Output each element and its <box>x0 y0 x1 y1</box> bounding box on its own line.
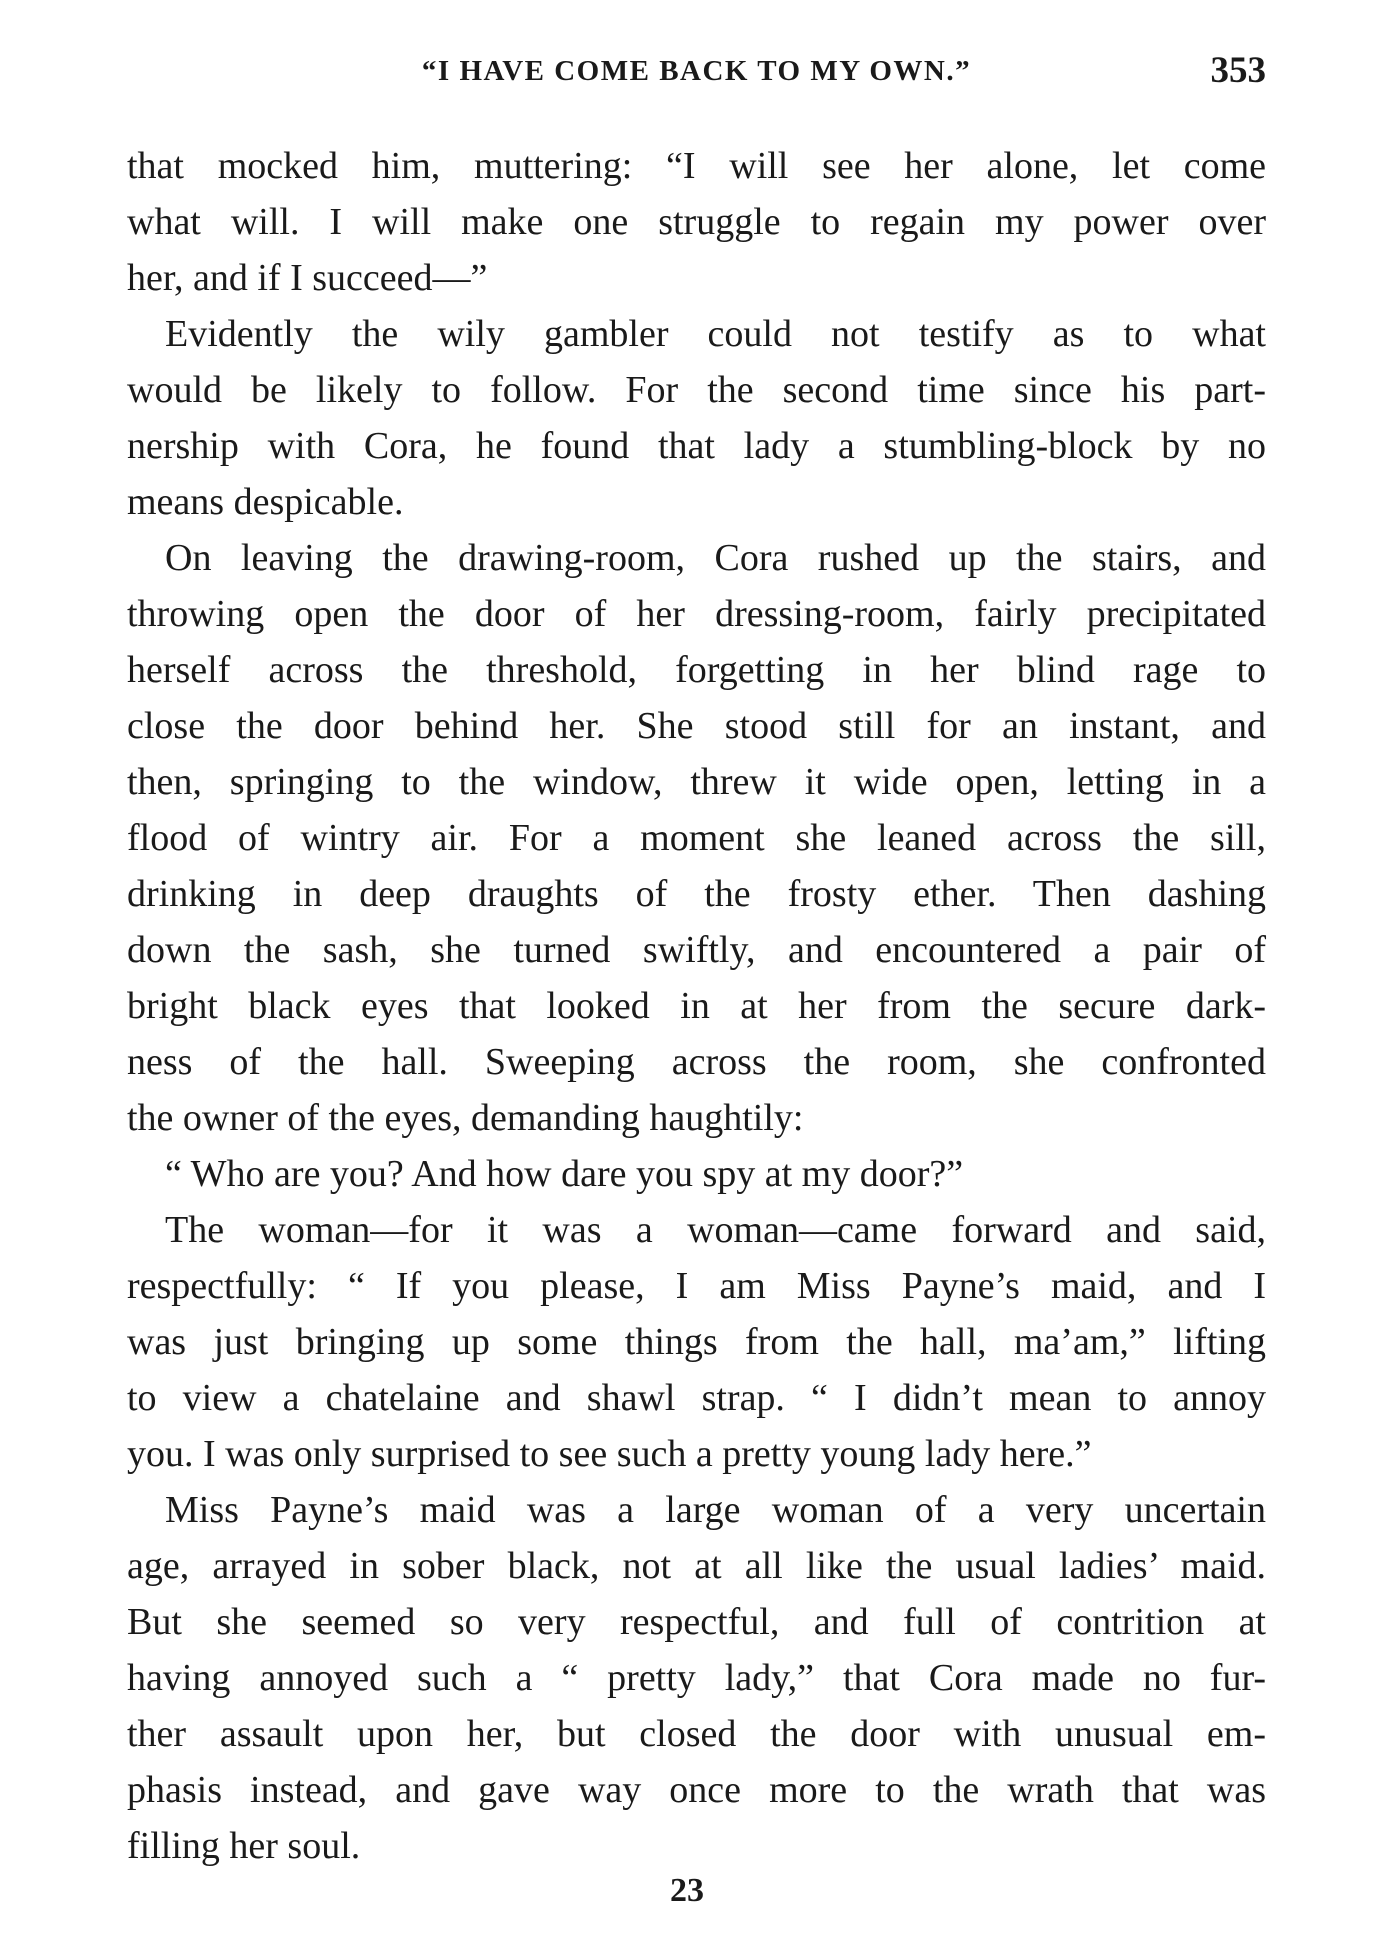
text-line: Evidently the wily gambler could not testify as to what <box>165 313 1266 355</box>
text-line: bright black eyes that looked in at her from the secure dark- <box>127 985 1266 1027</box>
text-line: close the door behind her. She stood still for an instant, and <box>127 705 1266 747</box>
paragraph <box>127 138 1266 306</box>
text-line: age, arrayed in sober black, not at all like the usual ladies’ maid. <box>127 1545 1266 1587</box>
body-text <box>127 138 1266 1874</box>
text-line: The woman—for it was a woman—came forward and said, <box>165 1209 1266 1251</box>
page-number: 353 <box>1210 50 1266 91</box>
text-line: that mocked him, muttering: “I will see her alone, let come <box>127 145 1266 187</box>
running-title: “I HAVE COME BACK TO MY OWN.” <box>421 55 972 87</box>
text-line: was just bringing up some things from the hall, ma’am,” lifting <box>127 1321 1266 1363</box>
text-line: down the sash, she turned swiftly, and encountered a pair of <box>127 929 1266 971</box>
text-line: respectfully: “ If you please, I am Miss Payne’s maid, and I <box>127 1265 1266 1307</box>
text-line: then, springing to the window, threw it wide open, letting in a <box>127 761 1266 803</box>
text-line: her, and if I succeed—” <box>127 257 488 299</box>
paragraph <box>127 1482 1266 1874</box>
text-line: you. I was only surprised to see such a pretty young lady here.” <box>127 1433 1092 1475</box>
text-line: throwing open the door of her dressing-room, fairly precipitated <box>127 593 1266 635</box>
paragraph <box>127 530 1266 1146</box>
text-line: what will. I will make one struggle to regain my power over <box>127 201 1266 243</box>
text-line: nership with Cora, he found that lady a stumbling-block by no <box>127 425 1266 467</box>
text-line: to view a chatelaine and shawl strap. “ I didn’t mean to annoy <box>127 1377 1266 1419</box>
text-line: “ Who are you? And how dare you spy at my door?” <box>165 1153 964 1195</box>
text-line: ness of the hall. Sweeping across the room, she confronted <box>127 1041 1266 1083</box>
text-line: But she seemed so very respectful, and full of contrition at <box>127 1601 1266 1643</box>
text-line: would be likely to follow. For the second time since his part- <box>127 369 1266 411</box>
text-line: phasis instead, and gave way once more to the wrath that was <box>127 1769 1266 1811</box>
text-line: herself across the threshold, forgetting in her blind rage to <box>127 649 1266 691</box>
running-head <box>127 46 1266 96</box>
text-line: drinking in deep draughts of the frosty ether. Then dashing <box>127 873 1266 915</box>
paragraph <box>127 1146 1266 1202</box>
text-line: having annoyed such a “ pretty lady,” that Cora made no fur- <box>127 1657 1266 1699</box>
signature-mark: 23 <box>670 1872 704 1909</box>
paragraph <box>127 1202 1266 1482</box>
text-line: means despicable. <box>127 481 404 523</box>
text-line: the owner of the eyes, demanding haughtily: <box>127 1097 804 1139</box>
text-line: Miss Payne’s maid was a large woman of a very uncertain <box>165 1489 1266 1531</box>
text-line: On leaving the drawing-room, Cora rushed up the stairs, and <box>165 537 1266 579</box>
text-line: ther assault upon her, but closed the door with unusual em- <box>127 1713 1266 1755</box>
text-line: filling her soul. <box>127 1825 361 1867</box>
paragraph <box>127 306 1266 530</box>
text-line: flood of wintry air. For a moment she leaned across the sill, <box>127 817 1266 859</box>
